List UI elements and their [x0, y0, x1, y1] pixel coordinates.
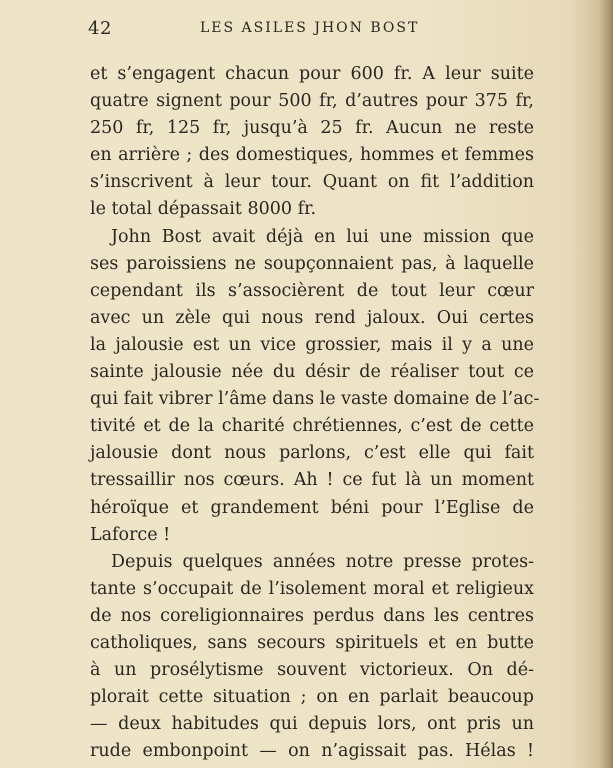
text-line: avec un zèle qui nous rend jaloux. Oui certes: [90, 307, 534, 328]
text-line: tressaillir nos cœurs. Ah ! ce fut là un moment: [90, 470, 534, 491]
text-line: s’inscrivent à leur tour. Quant on fit l’addition: [90, 172, 534, 193]
paragraph-last-line: Laforce !: [90, 524, 171, 545]
text-line: et s’engagent chacun pour 600 fr. A leur suite: [90, 64, 534, 84]
page-edge-shadow: [599, 0, 613, 768]
text-line: de nos coreligionnaires perdus dans les centres: [90, 605, 534, 626]
running-head: [88, 18, 548, 44]
text-line: 250 fr, 125 fr, jusqu’à 25 fr. Aucun ne reste: [90, 118, 534, 139]
text-line: héroïque et grandement béni pour l’Eglise de: [90, 497, 534, 518]
body-text: [90, 61, 540, 765]
text-line: la jalousie est un vice grossier, mais il y a une: [90, 334, 534, 355]
running-title: LES ASILES JHON BOST: [200, 20, 420, 36]
text-line: catholiques, sans secours spirituels et en butte: [90, 632, 534, 653]
text-line: qui fait vibrer l’âme dans le vaste domaine de l’ac-: [90, 389, 540, 410]
text-line: — deux habitudes qui depuis lors, ont pris un: [90, 714, 534, 735]
text-line: ses paroissiens ne soupçonnaient pas, à laquelle: [90, 253, 534, 274]
page-number: 42: [88, 18, 112, 39]
paragraph-last-line: le total dépassait 8000 fr.: [90, 199, 317, 220]
text-line: à un prosélytisme souvent victorieux. On dé-: [90, 660, 534, 681]
paragraph-first-line: John Bost avait déjà en lui une mission que: [111, 226, 534, 247]
text-line: sainte jalousie née du désir de réaliser tout ce: [90, 362, 534, 383]
text-line: quatre signent pour 500 fr, d’autres pour 375 fr,: [90, 91, 534, 112]
text-line: en arrière ; des domestiques, hommes et femmes: [90, 145, 534, 166]
text-line: plorait cette situation ; on en parlait beaucoup: [90, 687, 534, 708]
text-line: tivité et de la charité chrétiennes, c’est de cette: [90, 416, 534, 437]
text-line: tante s’occupait de l’isolement moral et religieux: [90, 578, 534, 599]
text-line: jalousie dont nous parlons, c’est elle qui fait: [90, 443, 534, 464]
paragraph-first-line: Depuis quelques années notre presse protes-: [111, 551, 534, 572]
text-line: rude embonpoint — on n’agissait pas. Hélas !: [90, 741, 534, 762]
text-line: cependant ils s’associèrent de tout leur cœur: [90, 280, 534, 301]
